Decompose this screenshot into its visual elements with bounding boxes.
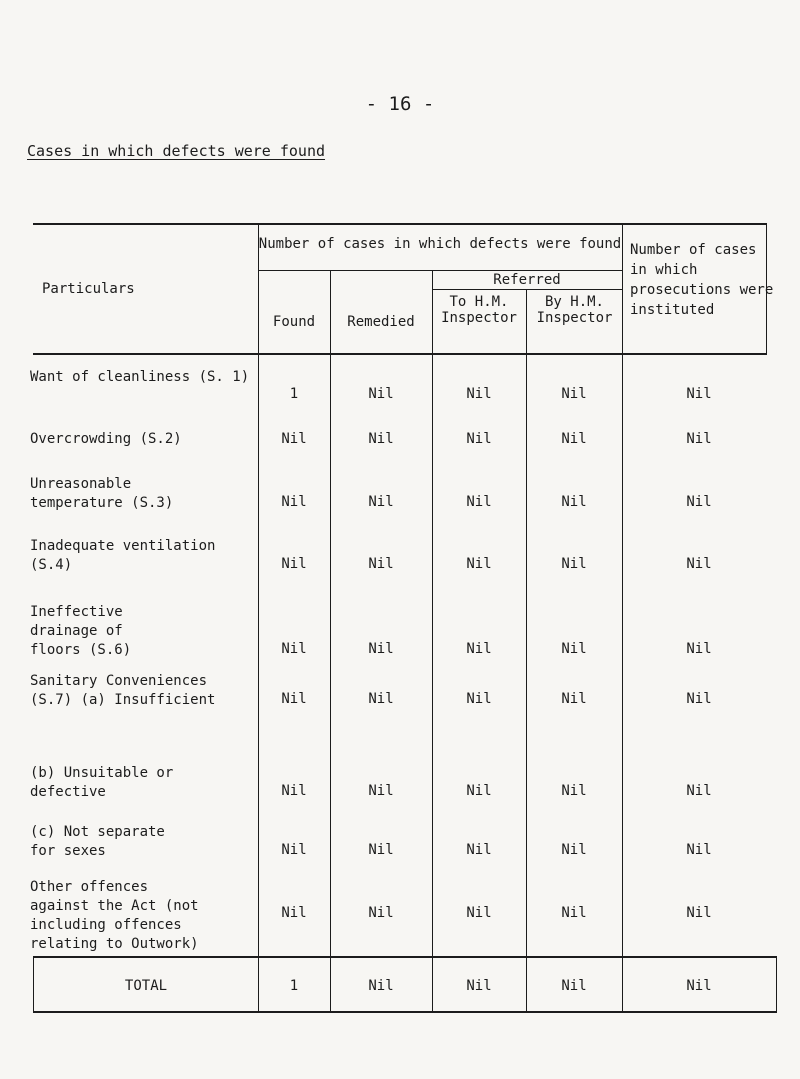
cell-by-hm: Nil [561,494,587,510]
found-subheader-rule [258,270,622,271]
row-particular: Unreasonable temperature (S.3) [30,476,174,511]
row-particular: (b) Unsuitable or defective [30,765,174,800]
header-prosecutions: Number of cases in which prosecutions were instituted [630,242,774,318]
row-particular: Other offences against the Act (not including offences relating to Outwork) [30,879,199,952]
cell-found: Nil [281,431,307,447]
header-to-hm-inspector: To H.M. Inspector [441,294,517,326]
total-prosecutions: Nil [686,978,712,994]
cell-found: Nil [281,494,307,510]
cell-remedied: Nil [368,494,394,510]
row-particular: Ineffective drainage of floors (S.6) [30,604,132,658]
page-title: Cases in which defects were found [27,142,326,160]
cell-remedied: Nil [368,556,394,572]
cell-found: Nil [281,641,307,657]
cell-prosecutions: Nil [686,641,712,657]
cell-found: Nil [281,783,307,799]
cell-by-hm: Nil [561,431,587,447]
cell-prosecutions: Nil [686,386,712,402]
total-by-hm: Nil [561,978,587,994]
cell-by-hm: Nil [561,842,587,858]
total-bottom-rule [33,1011,776,1013]
cell-to-hm: Nil [466,386,492,402]
cell-to-hm: Nil [466,641,492,657]
total-remedied: Nil [368,978,394,994]
cell-prosecutions: Nil [686,431,712,447]
cell-found: Nil [281,905,307,921]
row-particular: Sanitary Conveniences (S.7) (a) Insufficient [30,673,216,708]
cell-found: 1 [289,386,299,402]
total-to-hm: Nil [466,978,492,994]
table-top-rule [33,223,766,225]
cell-remedied: Nil [368,641,394,657]
column-rule-1 [258,223,259,1013]
row-particular: Inadequate ventilation (S.4) [30,538,216,573]
cell-to-hm: Nil [466,691,492,707]
cell-to-hm: Nil [466,556,492,572]
cell-by-hm: Nil [561,386,587,402]
cell-remedied: Nil [368,691,394,707]
referred-subheader-rule [432,289,622,290]
cell-found: Nil [281,691,307,707]
total-label: TOTAL [124,978,168,994]
cell-by-hm: Nil [561,905,587,921]
cell-to-hm: Nil [466,905,492,921]
column-rule-5 [622,223,623,1013]
header-number-found: Number of cases in which defects were found [258,236,622,252]
cell-prosecutions: Nil [686,556,712,572]
page-number: - 16 - [365,93,435,115]
header-found: Found [272,314,316,330]
cell-remedied: Nil [368,905,394,921]
cell-found: Nil [281,842,307,858]
total-right-rule [776,956,777,1013]
row-particular: Want of cleanliness (S. 1) [30,369,250,385]
cell-prosecutions: Nil [686,494,712,510]
cell-by-hm: Nil [561,641,587,657]
header-bottom-rule [33,353,766,355]
cell-remedied: Nil [368,431,394,447]
header-by-hm-inspector: By H.M. Inspector [536,294,613,326]
cell-to-hm: Nil [466,842,492,858]
cell-prosecutions: Nil [686,783,712,799]
cell-remedied: Nil [368,386,394,402]
header-remedied: Remedied [347,314,415,330]
cell-prosecutions: Nil [686,905,712,921]
cell-to-hm: Nil [466,783,492,799]
cell-by-hm: Nil [561,783,587,799]
cell-prosecutions: Nil [686,842,712,858]
row-particular: (c) Not separate for sexes [30,824,165,859]
cell-prosecutions: Nil [686,691,712,707]
cell-to-hm: Nil [466,494,492,510]
cell-remedied: Nil [368,842,394,858]
cell-remedied: Nil [368,783,394,799]
total-top-rule [33,956,776,958]
cell-by-hm: Nil [561,691,587,707]
cell-to-hm: Nil [466,431,492,447]
total-found: 1 [289,978,299,994]
header-referred: Referred [493,272,561,288]
row-particular: Overcrowding (S.2) [30,431,182,447]
cell-by-hm: Nil [561,556,587,572]
cell-found: Nil [281,556,307,572]
header-particulars: Particulars [42,281,135,297]
